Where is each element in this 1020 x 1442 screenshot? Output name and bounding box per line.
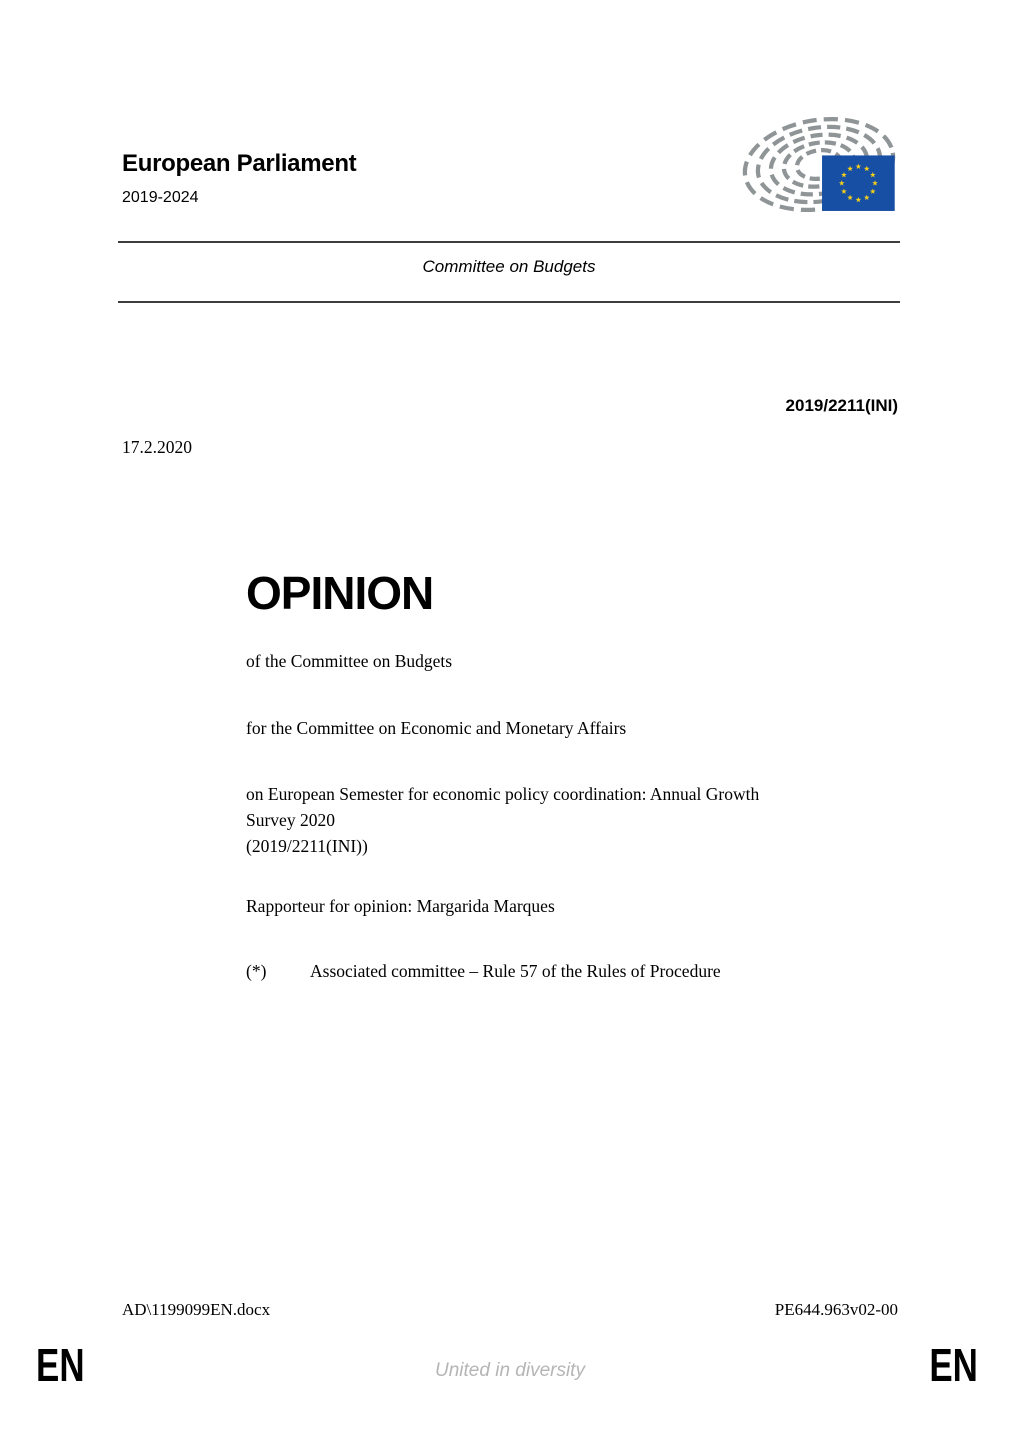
hemicycle-flag-icon — [738, 110, 900, 216]
opinion-for-line: for the Committee on Economic and Monetary Affairs — [246, 718, 627, 738]
committee-banner: Committee on Budgets — [422, 257, 596, 276]
associated-committee-line — [246, 958, 886, 984]
subject-reference: (2019/2211(INI)) — [246, 836, 368, 856]
subject-line-1: on European Semester for economic policy coordination: Annual Growth — [246, 784, 760, 804]
parliamentary-term: 2019-2024 — [122, 189, 199, 206]
associated-text: Associated committee – Rule 57 of the Rules of Procedure — [310, 961, 721, 981]
opinion-of-line: of the Committee on Budgets — [246, 651, 453, 671]
associated-marker: (*) — [246, 961, 267, 981]
procedure-reference: 2019/2211(INI) — [785, 396, 898, 415]
divider-top — [118, 241, 900, 243]
document-title: OPINION — [246, 567, 434, 619]
rapporteur-line: Rapporteur for opinion: Margarida Marques — [246, 896, 555, 916]
document-date: 17.2.2020 — [122, 437, 192, 457]
language-code-right: EN — [929, 1339, 978, 1391]
language-code-left: EN — [36, 1339, 85, 1391]
subject-paragraph — [246, 781, 886, 859]
footer-pe-reference: PE644.963v02-00 — [774, 1300, 898, 1319]
footer-filename: AD\1199099EN.docx — [122, 1300, 271, 1319]
motto: United in diversity — [435, 1360, 585, 1381]
subject-line-2: Survey 2020 — [246, 810, 335, 830]
european-parliament-logo — [738, 110, 900, 216]
institution-name: European Parliament — [122, 150, 357, 177]
divider-bottom — [118, 301, 900, 303]
